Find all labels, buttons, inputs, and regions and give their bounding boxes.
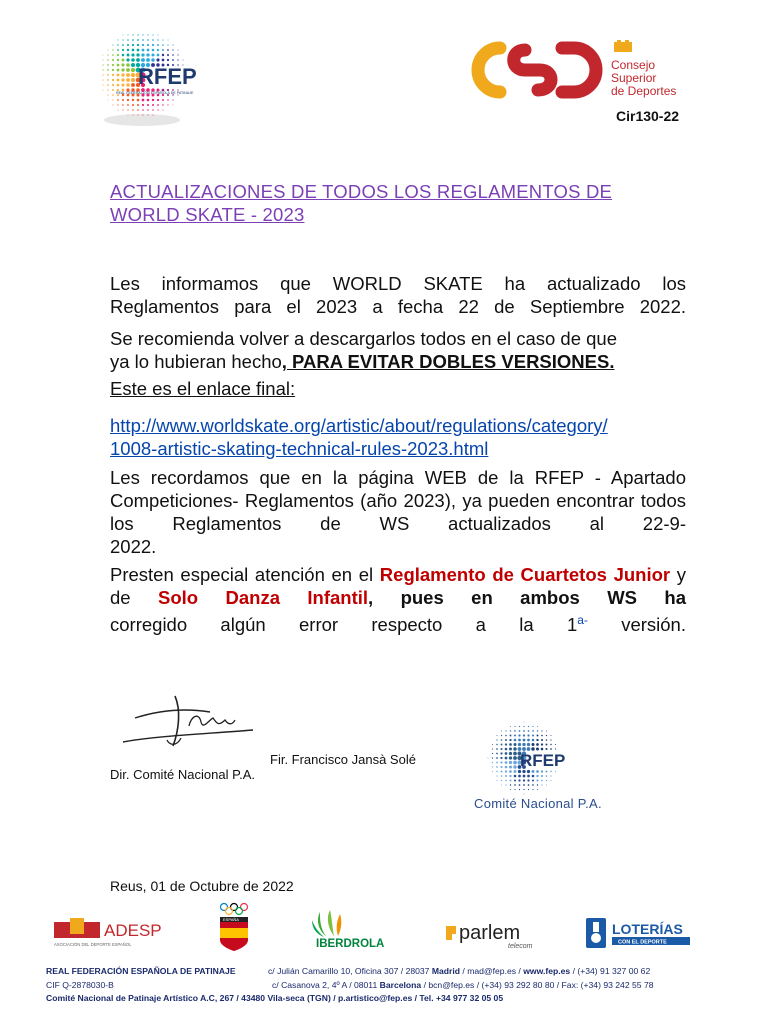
footer-barcelona-address: c/ Casanova 2, 4º A / 08011 [272, 980, 378, 990]
parlem-text: parlem [459, 922, 521, 944]
footer-org-name: REAL FEDERACIÓN ESPAÑOLA DE PATINAJE [46, 966, 236, 976]
footer-barcelona-contact: / bcn@fep.es / (+34) 93 292 80 80 / Fax: (+34) 93 242 55 78 [423, 980, 654, 990]
p4-red-solo-danza: Solo Danza Infantil [158, 587, 369, 608]
footer-madrid [268, 966, 650, 976]
paragraph-1 [110, 272, 686, 318]
paragraph-3 [110, 466, 686, 558]
loterias-subtext: CON EL DEPORTE [618, 939, 667, 946]
p3-line4: 2022. [110, 536, 157, 557]
csd-text-line2: Superior [611, 71, 657, 85]
signatory-role: Dir. Comité Nacional P.A. [110, 767, 255, 782]
p4-text-c: , pues en ambos WS ha [368, 587, 687, 608]
p1-line1: Les informamos que WORLD SKATE ha actualizado los [110, 273, 686, 294]
handwritten-signature [115, 690, 260, 752]
footer-line-1 [46, 966, 236, 976]
csd-text-line3: de Deportes [611, 84, 677, 98]
p4-line3-b: versión. [587, 614, 686, 636]
p2-line2-start: ya lo hubieran hecho [110, 351, 282, 372]
footer-barcelona [272, 980, 654, 990]
iberdrola-text: IBERDROLA [316, 938, 385, 950]
link-line1[interactable]: http://www.worldskate.org/artistic/about/regulations/category/ [110, 415, 608, 436]
document-date: Reus, 01 de Octubre de 2022 [110, 878, 294, 894]
p4-text-a: Presten especial atención en el [110, 564, 380, 585]
parlem-subtext: telecom [508, 943, 533, 950]
title-line1: ACTUALIZACIONES DE TODOS LOS REGLAMENTOS DE [110, 181, 613, 202]
rfep-logo-subtext: REAL FEDERACIÓN ESPAÑOLA DE PATINAJE [116, 91, 194, 95]
p3-line2: Competiciones- Reglamentos (año 2023), ya pueden [110, 490, 550, 511]
csd-logo [470, 40, 685, 102]
footer-madrid-phone: / (+34) 91 327 00 62 [572, 966, 651, 976]
rfep-committee-logo-text: RFEP [520, 751, 566, 770]
footer-barcelona-city: Barcelona [379, 980, 422, 990]
iberdrola-logo [306, 906, 394, 952]
regulations-link[interactable] [110, 414, 686, 460]
link-intro: Este es el enlace final: [110, 378, 296, 399]
rfep-logo-text: RFEP [138, 64, 197, 89]
p1-line2: Reglamentos para el 2023 a fecha 22 de Septiembre 2022. [110, 296, 686, 317]
committee-label: Comité Nacional P.A. [474, 796, 602, 811]
circular-number: Cir130-22 [616, 108, 680, 124]
p4-line3-a: corregido algún error respecto a la 1 [110, 614, 578, 636]
title-line2: WORLD SKATE - 2023 [110, 204, 305, 225]
p4-superscript: a- [577, 613, 588, 627]
adesp-subtext: ASOCIACIÓN DEL DEPORTE ESPAÑOL [54, 942, 132, 947]
adesp-logo [52, 914, 174, 950]
espana-text: ESPAÑA [223, 917, 239, 923]
p3-line1: Les recordamos que en la página WEB de la RFEP - Apartado [110, 467, 686, 488]
paragraph-2 [110, 327, 686, 373]
document-title [110, 180, 690, 226]
adesp-text: ADESP [104, 921, 162, 940]
footer-madrid-contact: / mad@fep.es / [462, 966, 521, 976]
coe-espana-logo [216, 902, 252, 952]
loterias-logo [584, 914, 694, 952]
p4-red-junior: Junior [613, 564, 671, 585]
footer-committee: Comité Nacional de Patinaje Artístico A.C, 267 / 43480 Vila-seca (TGN) / p.artistico@fep.es / Tel. +34 977 32 05 05 [46, 993, 504, 1003]
loterias-text: LOTERÍAS [612, 921, 683, 937]
footer-cif: CIF Q-2878030-B [46, 980, 114, 990]
link-line2[interactable]: 1008-artistic-skating-technical-rules-2023.html [110, 438, 489, 459]
p4-red-cuartetos: Reglamento de Cuartetos [379, 564, 607, 585]
paragraph-4 [110, 563, 686, 636]
footer-madrid-city: Madrid [431, 966, 461, 976]
rfep-logo [80, 22, 210, 134]
footer-madrid-address: c/ Julián Camarillo 10, Oficina 307 / 28037 [268, 966, 430, 976]
p4-text-b: y de [110, 564, 687, 608]
p3-line3: encontrar todos los Reglamentos de WS actualizados al 22-9- [110, 490, 686, 534]
p2-line1: Se recomienda volver a descargarlos todos en el caso de que [110, 328, 617, 349]
parlem-logo [442, 916, 546, 952]
rfep-committee-logo [478, 718, 578, 800]
signatory-name: Fir. Francisco Jansà Solé [270, 752, 416, 767]
footer-website[interactable]: www.fep.es [523, 966, 571, 976]
p2-line2-bold: , PARA EVITAR DOBLES VERSIONES. [281, 351, 615, 372]
csd-text-line1: Consejo [611, 58, 656, 72]
